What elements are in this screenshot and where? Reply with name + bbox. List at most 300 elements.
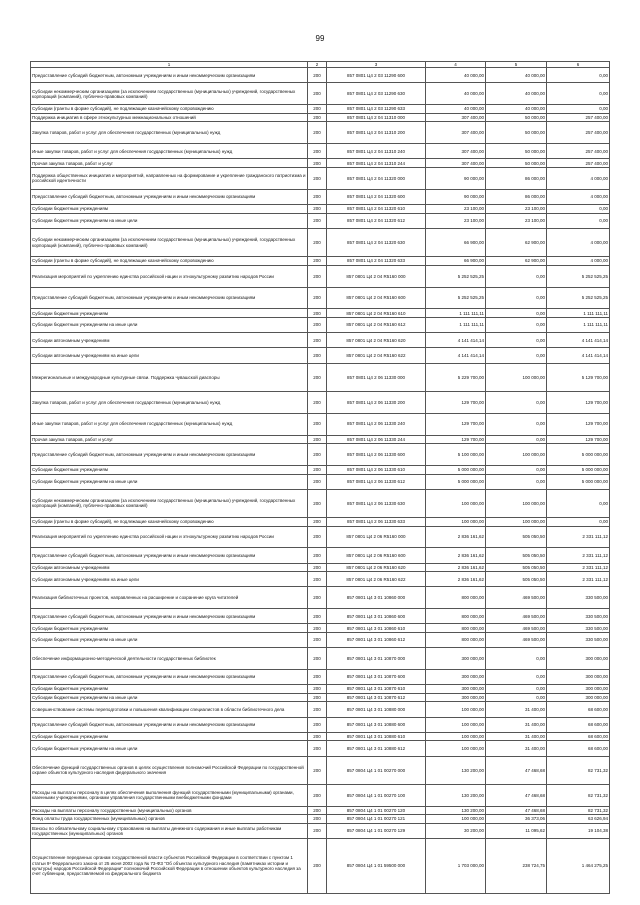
- table-row: [31, 144, 610, 159]
- row-amount-cell: 307 400,00: [426, 159, 486, 168]
- row-executed-cell: 100 000,00: [486, 489, 547, 517]
- table-row: [31, 435, 610, 444]
- row-unexecuted-cell: 330 500,00: [547, 587, 610, 609]
- row-kbk-cell: 857 0804 Ц4 1 01 00270 120: [327, 806, 426, 815]
- row-unexecuted-cell: 1 111 111,11: [547, 317, 610, 332]
- row-name-cell: Предоставление субсидий бюджетным, автономным учреждениям и иным некоммерческим организациям: [31, 68, 308, 83]
- table-row: [31, 287, 610, 309]
- row-unexecuted-cell: 4 000,00: [547, 257, 610, 266]
- row-executed-cell: 31 400,00: [486, 702, 547, 717]
- row-code-cell: 200: [308, 685, 327, 694]
- row-name-cell: Обеспечение информационно-методической деятельности государственных библиотек: [31, 648, 308, 670]
- row-name-cell: Субсидии бюджетным учреждениям на иные цели: [31, 633, 308, 648]
- row-name-cell: Закупка товаров, работ и услуг для обеспечения государственных (муниципальных) нужд: [31, 122, 308, 144]
- table-row: [31, 317, 610, 332]
- row-unexecuted-cell: 257 400,00: [547, 159, 610, 168]
- row-code-cell: 200: [308, 806, 327, 815]
- row-name-cell: Субсидии бюджетным учреждениям на иные цели: [31, 741, 308, 756]
- row-unexecuted-cell: 5 000 000,00: [547, 444, 610, 466]
- row-code-cell: 200: [308, 587, 327, 609]
- row-unexecuted-cell: 5 000 000,00: [547, 474, 610, 489]
- row-kbk-cell: 857 0801 Ц4 2 04 11310 000: [327, 113, 426, 122]
- row-name-cell: Расходы на выплаты персоналу в целях обеспечения выполнения функций государственными (муниципальными) органами, казенными учреждениями, органами управления государственными внебюджетными фондами: [31, 784, 308, 806]
- row-amount-cell: 100 000,00: [426, 732, 486, 741]
- table-row: [31, 122, 610, 144]
- row-executed-cell: 238 724,75: [486, 839, 547, 894]
- row-amount-cell: 307 400,00: [426, 113, 486, 122]
- table-row: [31, 815, 610, 824]
- row-code-cell: 200: [308, 648, 327, 670]
- row-amount-cell: 90 000,00: [426, 168, 486, 190]
- row-amount-cell: 5 000 000,00: [426, 474, 486, 489]
- page-number: 99: [315, 34, 325, 43]
- row-unexecuted-cell: 2 331 111,12: [547, 572, 610, 587]
- row-name-cell: Предоставление субсидий бюджетным, автономным учреждениям и иным некоммерческим организациям: [31, 189, 308, 204]
- header-cell-unexecuted: 6: [547, 62, 610, 68]
- table-row: [31, 444, 610, 466]
- row-unexecuted-cell: 2 331 111,12: [547, 548, 610, 563]
- header-cell-amount: 4: [426, 62, 486, 68]
- row-name-cell: Реализация библиотечных проектов, направленных на расширение и сохранение круга читателей: [31, 587, 308, 609]
- row-unexecuted-cell: 0,00: [547, 213, 610, 228]
- table-row: [31, 823, 610, 838]
- row-unexecuted-cell: 4 000,00: [547, 189, 610, 204]
- table-row: [31, 265, 610, 287]
- row-code-cell: 200: [308, 287, 327, 309]
- row-code-cell: 200: [308, 572, 327, 587]
- row-kbk-cell: 857 0801 Ц4 2 03 11290 600: [327, 68, 426, 83]
- row-executed-cell: 36 373,06: [486, 815, 547, 824]
- row-code-cell: 200: [308, 465, 327, 474]
- row-kbk-cell: 857 0801 Ц4 2 04 R5160 600: [327, 287, 426, 309]
- row-executed-cell: 100 000,00: [486, 518, 547, 527]
- table-row: [31, 83, 610, 105]
- row-code-cell: 200: [308, 474, 327, 489]
- row-unexecuted-cell: 68 600,00: [547, 717, 610, 732]
- row-name-cell: Субсидии автономным учреждениям на иные цели: [31, 572, 308, 587]
- row-amount-cell: 100 000,00: [426, 489, 486, 517]
- row-name-cell: Расходы на выплаты персоналу государственных (муниципальных) органов: [31, 806, 308, 815]
- row-unexecuted-cell: 5 000 000,00: [547, 465, 610, 474]
- row-executed-cell: 47 468,68: [486, 784, 547, 806]
- row-kbk-cell: 857 0801 Ц4 2 04 11310 240: [327, 144, 426, 159]
- row-amount-cell: 5 252 525,25: [426, 265, 486, 287]
- row-kbk-cell: 857 0801 Ц4 2 03 11290 633: [327, 105, 426, 114]
- row-name-cell: Субсидии бюджетным учреждениям: [31, 732, 308, 741]
- row-kbk-cell: 857 0801 Ц4 3 01 10870 000: [327, 648, 426, 670]
- row-kbk-cell: 857 0801 Ц4 3 01 10860 000: [327, 587, 426, 609]
- row-code-cell: 200: [308, 363, 327, 391]
- table-row: [31, 105, 610, 114]
- row-code-cell: 200: [308, 815, 327, 824]
- row-name-cell: Предоставление субсидий бюджетным, автономным учреждениям и иным некоммерческим организациям: [31, 609, 308, 624]
- row-name-cell: Субсидии бюджетным учреждениям: [31, 205, 308, 214]
- row-code-cell: 200: [308, 670, 327, 685]
- row-amount-cell: 30 200,00: [426, 823, 486, 838]
- row-code-cell: 200: [308, 741, 327, 756]
- row-amount-cell: 4 141 414,14: [426, 333, 486, 348]
- row-kbk-cell: 857 0801 Ц4 2 04 11320 612: [327, 213, 426, 228]
- row-kbk-cell: 857 0804 Ц4 1 01 59500 000: [327, 839, 426, 894]
- row-kbk-cell: 857 0804 Ц4 1 01 00270 100: [327, 784, 426, 806]
- table-row: [31, 168, 610, 190]
- table-row: [31, 363, 610, 391]
- table-row: [31, 526, 610, 548]
- row-executed-cell: 0,00: [486, 693, 547, 702]
- row-amount-cell: 800 000,00: [426, 609, 486, 624]
- row-unexecuted-cell: 82 731,32: [547, 784, 610, 806]
- row-amount-cell: 100 000,00: [426, 741, 486, 756]
- row-amount-cell: 5 229 700,00: [426, 363, 486, 391]
- table-row: [31, 648, 610, 670]
- row-name-cell: Субсидии некоммерческим организациям (за исключением государственных (муниципальных) учреждений, государственных корпораций (компаний), публично-правовых компаний): [31, 228, 308, 256]
- table-row: [31, 465, 610, 474]
- row-kbk-cell: 857 0804 Ц4 1 01 00270 129: [327, 823, 426, 838]
- row-code-cell: 200: [308, 756, 327, 784]
- row-name-cell: Субсидии (гранты в форме субсидий), не подлежащие казначейскому сопровождению: [31, 257, 308, 266]
- row-amount-cell: 2 836 161,62: [426, 526, 486, 548]
- row-name-cell: Субсидии (гранты в форме субсидий), не подлежащие казначейскому сопровождению: [31, 518, 308, 527]
- row-name-cell: Субсидии бюджетным учреждениям: [31, 465, 308, 474]
- row-amount-cell: 130 200,00: [426, 784, 486, 806]
- row-executed-cell: 469 500,00: [486, 633, 547, 648]
- row-name-cell: Субсидии автономным учреждениям: [31, 563, 308, 572]
- row-unexecuted-cell: 5 252 525,25: [547, 287, 610, 309]
- table-row: [31, 563, 610, 572]
- row-kbk-cell: 857 0801 Ц4 2 06 R5160 000: [327, 526, 426, 548]
- row-unexecuted-cell: 1 111 111,11: [547, 309, 610, 318]
- row-code-cell: 200: [308, 633, 327, 648]
- table-row: [31, 489, 610, 517]
- row-kbk-cell: 857 0801 Ц4 2 06 R5160 622: [327, 572, 426, 587]
- row-kbk-cell: 857 0801 Ц4 2 06 11330 000: [327, 363, 426, 391]
- row-kbk-cell: 857 0801 Ц4 3 01 10860 600: [327, 609, 426, 624]
- row-unexecuted-cell: 4 000,00: [547, 168, 610, 190]
- row-amount-cell: 4 141 414,14: [426, 348, 486, 363]
- row-kbk-cell: 857 0801 Ц4 2 04 11320 600: [327, 189, 426, 204]
- row-unexecuted-cell: 4 000,00: [547, 228, 610, 256]
- row-amount-cell: 66 900,00: [426, 257, 486, 266]
- row-name-cell: Совершенствование системы переподготовки и повышения квалификации специалистов в области библиотечного дела: [31, 702, 308, 717]
- row-executed-cell: 505 050,50: [486, 563, 547, 572]
- row-code-cell: 200: [308, 823, 327, 838]
- row-executed-cell: 62 900,00: [486, 257, 547, 266]
- row-code-cell: 200: [308, 122, 327, 144]
- row-name-cell: Реализация мероприятий по укреплению единства российской нации и этнокультурному развитию народов России: [31, 526, 308, 548]
- row-executed-cell: 31 400,00: [486, 741, 547, 756]
- row-name-cell: Предоставление субсидий бюджетным, автономным учреждениям и иным некоммерческим организациям: [31, 717, 308, 732]
- row-name-cell: Субсидии некоммерческим организациям (за исключением государственных (муниципальных) учреждений, государственных корпораций (компаний), публично-правовых компаний): [31, 489, 308, 517]
- row-executed-cell: 0,00: [486, 465, 547, 474]
- row-code-cell: 200: [308, 489, 327, 517]
- table-row: [31, 806, 610, 815]
- row-amount-cell: 130 200,00: [426, 806, 486, 815]
- row-kbk-cell: 857 0801 Ц4 2 04 11320 633: [327, 257, 426, 266]
- row-code-cell: 200: [308, 693, 327, 702]
- row-amount-cell: 23 100,00: [426, 213, 486, 228]
- table-row: [31, 693, 610, 702]
- row-executed-cell: 0,00: [486, 391, 547, 413]
- row-code-cell: 200: [308, 702, 327, 717]
- row-code-cell: 200: [308, 189, 327, 204]
- table-row: [31, 257, 610, 266]
- table-row: [31, 113, 610, 122]
- table-row: [31, 333, 610, 348]
- row-kbk-cell: 857 0801 Ц4 2 06 11330 630: [327, 489, 426, 517]
- row-executed-cell: 50 000,00: [486, 122, 547, 144]
- row-code-cell: 200: [308, 435, 327, 444]
- row-kbk-cell: 857 0801 Ц4 2 06 11330 240: [327, 413, 426, 435]
- table-row: [31, 159, 610, 168]
- row-executed-cell: 0,00: [486, 474, 547, 489]
- row-executed-cell: 0,00: [486, 648, 547, 670]
- row-kbk-cell: 857 0801 Ц4 2 06 11330 612: [327, 474, 426, 489]
- table-row: [31, 413, 610, 435]
- row-unexecuted-cell: 0,00: [547, 489, 610, 517]
- row-unexecuted-cell: 257 400,00: [547, 113, 610, 122]
- row-code-cell: 200: [308, 213, 327, 228]
- row-kbk-cell: 857 0801 Ц4 2 06 R5160 600: [327, 548, 426, 563]
- row-executed-cell: 0,00: [486, 435, 547, 444]
- row-amount-cell: 129 700,00: [426, 391, 486, 413]
- row-code-cell: 200: [308, 717, 327, 732]
- row-amount-cell: 2 836 161,62: [426, 548, 486, 563]
- row-executed-cell: 505 050,50: [486, 548, 547, 563]
- row-amount-cell: 300 000,00: [426, 670, 486, 685]
- row-unexecuted-cell: 330 500,00: [547, 609, 610, 624]
- row-unexecuted-cell: 82 731,32: [547, 756, 610, 784]
- row-kbk-cell: 857 0801 Ц4 2 04 11320 630: [327, 228, 426, 256]
- row-amount-cell: 23 100,00: [426, 205, 486, 214]
- row-name-cell: Иные закупки товаров, работ и услуг для обеспечения государственных (муниципальных) нужд: [31, 413, 308, 435]
- row-name-cell: Осуществление переданных органам государственной власти субъектов Российской Федерации в соответствии с пунктом 1 статьи 9¹ Федерального закона от 25 июня 2002 года № 73-ФЗ "Об объектах культурного наследия (памятниках истории и культуры) народов Российской Федерации" полномочий Российской Федерации в отношении объектов культурного наследия за счет субвенции, предоставляемой из федерального бюджета: [31, 839, 308, 894]
- row-unexecuted-cell: 0,00: [547, 518, 610, 527]
- row-kbk-cell: 857 0801 Ц4 2 04 11320 000: [327, 168, 426, 190]
- row-executed-cell: 23 100,00: [486, 213, 547, 228]
- row-unexecuted-cell: 2 331 111,12: [547, 526, 610, 548]
- row-executed-cell: 0,00: [486, 265, 547, 287]
- row-unexecuted-cell: 300 000,00: [547, 648, 610, 670]
- table-row: [31, 548, 610, 563]
- row-amount-cell: 40 000,00: [426, 83, 486, 105]
- row-amount-cell: 66 900,00: [426, 228, 486, 256]
- table-row: [31, 702, 610, 717]
- header-cell-kbk: 3: [327, 62, 426, 68]
- row-name-cell: Поддержка общественных инициатив и мероприятий, направленных на формирование и укрепление гражданского патриотизма и российской идентичности: [31, 168, 308, 190]
- table-row: [31, 228, 610, 256]
- row-executed-cell: 505 050,50: [486, 526, 547, 548]
- row-kbk-cell: 857 0801 Ц4 3 01 10880 610: [327, 732, 426, 741]
- row-code-cell: 200: [308, 317, 327, 332]
- table-row: [31, 756, 610, 784]
- row-executed-cell: 469 500,00: [486, 587, 547, 609]
- row-unexecuted-cell: 0,00: [547, 83, 610, 105]
- row-amount-cell: 300 000,00: [426, 648, 486, 670]
- row-kbk-cell: 857 0801 Ц4 2 04 R5160 000: [327, 265, 426, 287]
- row-name-cell: Субсидии бюджетным учреждениям на иные цели: [31, 474, 308, 489]
- row-name-cell: Предоставление субсидий бюджетным, автономным учреждениям и иным некоммерческим организациям: [31, 287, 308, 309]
- table-row: [31, 68, 610, 83]
- row-name-cell: Субсидии автономным учреждениям на иные цели: [31, 348, 308, 363]
- row-code-cell: 200: [308, 526, 327, 548]
- table-row: [31, 839, 610, 894]
- row-unexecuted-cell: 0,00: [547, 105, 610, 114]
- row-code-cell: 200: [308, 205, 327, 214]
- row-executed-cell: 0,00: [486, 287, 547, 309]
- row-amount-cell: 300 000,00: [426, 685, 486, 694]
- row-kbk-cell: 857 0801 Ц4 3 01 10880 000: [327, 702, 426, 717]
- row-kbk-cell: 857 0801 Ц4 2 06 11330 600: [327, 444, 426, 466]
- row-kbk-cell: 857 0801 Ц4 3 01 10880 600: [327, 717, 426, 732]
- row-code-cell: 200: [308, 784, 327, 806]
- row-name-cell: Фонд оплаты труда государственных (муниципальных) органов: [31, 815, 308, 824]
- row-code-cell: 200: [308, 548, 327, 563]
- row-name-cell: Субсидии бюджетным учреждениям: [31, 685, 308, 694]
- row-kbk-cell: 857 0801 Ц4 3 01 10880 612: [327, 741, 426, 756]
- row-code-cell: 200: [308, 348, 327, 363]
- row-amount-cell: 2 836 161,62: [426, 572, 486, 587]
- row-unexecuted-cell: 63 626,94: [547, 815, 610, 824]
- row-code-cell: 200: [308, 113, 327, 122]
- table-row: [31, 633, 610, 648]
- row-kbk-cell: 857 0801 Ц4 2 04 11320 610: [327, 205, 426, 214]
- table-row: [31, 189, 610, 204]
- table-row: [31, 572, 610, 587]
- row-kbk-cell: 857 0801 Ц4 2 04 R5160 620: [327, 333, 426, 348]
- row-kbk-cell: 857 0801 Ц4 2 06 11330 244: [327, 435, 426, 444]
- header-cell-name: 1: [31, 62, 308, 68]
- row-code-cell: 200: [308, 144, 327, 159]
- row-executed-cell: 47 468,68: [486, 806, 547, 815]
- row-name-cell: Прочая закупка товаров, работ и услуг: [31, 435, 308, 444]
- row-code-cell: 200: [308, 333, 327, 348]
- row-executed-cell: 62 900,00: [486, 228, 547, 256]
- row-kbk-cell: 857 0804 Ц4 1 01 00270 121: [327, 815, 426, 824]
- row-executed-cell: 50 000,00: [486, 159, 547, 168]
- row-code-cell: 200: [308, 732, 327, 741]
- row-code-cell: 200: [308, 168, 327, 190]
- row-executed-cell: 31 400,00: [486, 732, 547, 741]
- row-name-cell: Субсидии бюджетным учреждениям: [31, 309, 308, 318]
- row-code-cell: 200: [308, 83, 327, 105]
- row-code-cell: 200: [308, 68, 327, 83]
- table-row: [31, 348, 610, 363]
- table-row: [31, 213, 610, 228]
- row-code-cell: 200: [308, 228, 327, 256]
- row-unexecuted-cell: 2 331 111,12: [547, 563, 610, 572]
- row-amount-cell: 1 111 111,11: [426, 309, 486, 318]
- row-unexecuted-cell: 300 000,00: [547, 670, 610, 685]
- row-name-cell: Субсидии некоммерческим организациям (за исключением государственных (муниципальных) учреждений, государственных корпораций (компаний), публично-правовых компаний): [31, 83, 308, 105]
- row-amount-cell: 800 000,00: [426, 624, 486, 633]
- row-name-cell: Субсидии бюджетным учреждениям на иные цели: [31, 693, 308, 702]
- row-name-cell: Иные закупки товаров, работ и услуг для обеспечения государственных (муниципальных) нужд: [31, 144, 308, 159]
- row-unexecuted-cell: 19 104,38: [547, 823, 610, 838]
- row-executed-cell: 469 500,00: [486, 624, 547, 633]
- row-unexecuted-cell: 300 000,00: [547, 693, 610, 702]
- row-name-cell: Субсидии автономным учреждениям: [31, 333, 308, 348]
- row-kbk-cell: 857 0801 Ц4 2 03 11290 630: [327, 83, 426, 105]
- row-amount-cell: 100 000,00: [426, 815, 486, 824]
- row-amount-cell: 40 000,00: [426, 68, 486, 83]
- row-amount-cell: 300 000,00: [426, 693, 486, 702]
- row-code-cell: 200: [308, 563, 327, 572]
- table-row: [31, 587, 610, 609]
- table-row: [31, 391, 610, 413]
- row-executed-cell: 40 000,00: [486, 68, 547, 83]
- row-code-cell: 200: [308, 159, 327, 168]
- row-amount-cell: 129 700,00: [426, 413, 486, 435]
- row-executed-cell: 40 000,00: [486, 83, 547, 105]
- row-unexecuted-cell: 300 000,00: [547, 685, 610, 694]
- row-code-cell: 200: [308, 309, 327, 318]
- row-amount-cell: 5 000 000,00: [426, 465, 486, 474]
- row-name-cell: Обеспечение функций государственных органов в целях осуществления полномочий Российской Федерации по государственной охране объектов культурного наследия федерального значения: [31, 756, 308, 784]
- row-name-cell: Субсидии бюджетным учреждениям на иные цели: [31, 317, 308, 332]
- row-executed-cell: 0,00: [486, 309, 547, 318]
- row-name-cell: Субсидии бюджетным учреждениям на иные цели: [31, 213, 308, 228]
- row-unexecuted-cell: 257 400,00: [547, 122, 610, 144]
- row-unexecuted-cell: 5 129 700,00: [547, 363, 610, 391]
- row-executed-cell: 505 050,50: [486, 572, 547, 587]
- row-name-cell: Субсидии (гранты в форме субсидий), не подлежащие казначейскому сопровождению: [31, 105, 308, 114]
- row-kbk-cell: 857 0801 Ц4 2 04 11310 244: [327, 159, 426, 168]
- row-kbk-cell: 857 0801 Ц4 2 04 R5160 622: [327, 348, 426, 363]
- row-name-cell: Поддержка инициатив в сфере этнокультурных межнациональных отношений: [31, 113, 308, 122]
- row-kbk-cell: 857 0801 Ц4 3 01 10860 612: [327, 633, 426, 648]
- row-executed-cell: 47 468,68: [486, 756, 547, 784]
- row-executed-cell: 0,00: [486, 413, 547, 435]
- row-executed-cell: 23 100,00: [486, 205, 547, 214]
- row-unexecuted-cell: 68 600,00: [547, 741, 610, 756]
- row-kbk-cell: 857 0801 Ц4 2 06 R5160 620: [327, 563, 426, 572]
- row-kbk-cell: 857 0801 Ц4 2 04 R5160 612: [327, 317, 426, 332]
- row-amount-cell: 307 400,00: [426, 122, 486, 144]
- row-unexecuted-cell: 5 252 525,25: [547, 265, 610, 287]
- row-name-cell: Прочая закупка товаров, работ и услуг: [31, 159, 308, 168]
- row-kbk-cell: 857 0801 Ц4 3 01 10870 612: [327, 693, 426, 702]
- row-code-cell: 200: [308, 391, 327, 413]
- row-executed-cell: 86 000,00: [486, 189, 547, 204]
- row-unexecuted-cell: 129 700,00: [547, 391, 610, 413]
- row-name-cell: Предоставление субсидий бюджетным, автономным учреждениям и иным некоммерческим организациям: [31, 670, 308, 685]
- row-executed-cell: 50 000,00: [486, 113, 547, 122]
- row-kbk-cell: 857 0801 Ц4 3 01 10870 600: [327, 670, 426, 685]
- row-kbk-cell: 857 0801 Ц4 3 01 10870 610: [327, 685, 426, 694]
- row-name-cell: Реализация мероприятий по укреплению единства российской нации и этнокультурному развитию народов России: [31, 265, 308, 287]
- table-row: [31, 741, 610, 756]
- row-amount-cell: 90 000,00: [426, 189, 486, 204]
- row-unexecuted-cell: 82 731,32: [547, 806, 610, 815]
- row-amount-cell: 130 200,00: [426, 756, 486, 784]
- row-executed-cell: 86 000,00: [486, 168, 547, 190]
- row-amount-cell: 100 000,00: [426, 717, 486, 732]
- row-kbk-cell: 857 0804 Ц4 1 01 00270 000: [327, 756, 426, 784]
- table-row: [31, 474, 610, 489]
- header-cell-code: 2: [308, 62, 327, 68]
- row-code-cell: 200: [308, 624, 327, 633]
- table-row: [31, 784, 610, 806]
- row-amount-cell: 5 100 000,00: [426, 444, 486, 466]
- row-executed-cell: 0,00: [486, 670, 547, 685]
- row-code-cell: 200: [308, 839, 327, 894]
- row-executed-cell: 100 000,00: [486, 444, 547, 466]
- row-kbk-cell: 857 0801 Ц4 2 06 11330 633: [327, 518, 426, 527]
- row-code-cell: 200: [308, 609, 327, 624]
- row-unexecuted-cell: 257 400,00: [547, 144, 610, 159]
- row-code-cell: 200: [308, 518, 327, 527]
- row-amount-cell: 2 836 161,62: [426, 563, 486, 572]
